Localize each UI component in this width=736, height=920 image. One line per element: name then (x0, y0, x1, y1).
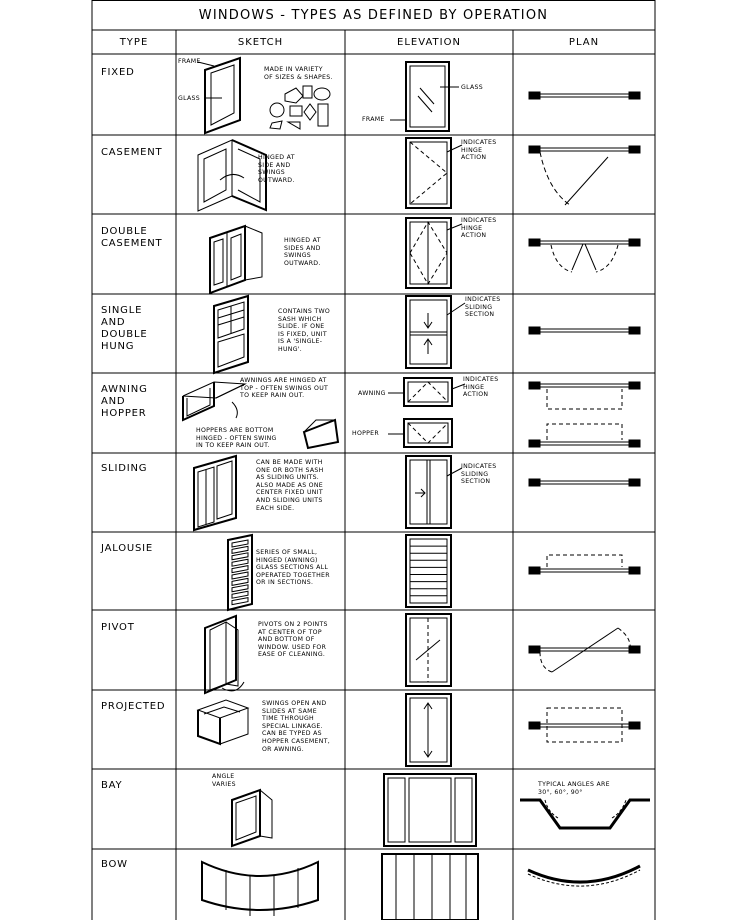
row-label-sliding: SLIDING (101, 463, 148, 474)
sketch-pivot (205, 616, 244, 693)
jalousie-louver (232, 585, 248, 592)
row-label-double-casement: DOUBLE CASEMENT (101, 226, 163, 249)
row-label-awning-hopper: AWNING AND HOPPER (101, 384, 148, 419)
plan-double-hung (529, 327, 640, 334)
sketch-tag-glass: GLASS (178, 95, 200, 102)
sketch-sliding (194, 456, 236, 530)
elev-note-double-casement: INDICATES HINGE ACTION (461, 217, 497, 240)
sketch-tag-frame: FRAME (178, 58, 201, 65)
sketch-projected (198, 700, 248, 744)
note-sliding: CAN BE MADE WITH ONE OR BOTH SASH AS SLIDING UNITS. ALSO MADE AS ONE CENTER FIXED UNIT AND SLIDING UNITS EACH SIDE. (256, 459, 324, 512)
row-label-projected: PROJECTED (101, 701, 166, 712)
chart-title: WINDOWS - TYPES AS DEFINED BY OPERATION (198, 7, 549, 23)
note-hopper: HOPPERS ARE BOTTOM HINGED - OFTEN SWING IN TO KEEP RAIN OUT. (196, 427, 277, 450)
jalousie-louver (232, 559, 248, 566)
elev-tag-hopper: HOPPER (352, 430, 379, 437)
elevation-sliding (406, 456, 462, 528)
elevation-casement (406, 138, 462, 208)
plan-awning-hopper (529, 382, 640, 447)
elev-note-sliding: INDICATES SLIDING SECTION (461, 463, 497, 486)
sketch-bow (202, 862, 318, 916)
note-fixed: MADE IN VARIETY OF SIZES & SHAPES. (264, 66, 333, 81)
plan-sliding (529, 479, 640, 486)
sketch-bay (232, 790, 272, 846)
jalousie-louver (232, 572, 248, 579)
note-double-hung: CONTAINS TWO SASH WHICH SLIDE. IF ONE IS FIXED, UNIT IS A 'SINGLE- HUNG'. (278, 308, 331, 353)
column-header-elevation: ELEVATION (397, 37, 461, 48)
column-header-sketch: SKETCH (237, 37, 284, 48)
jalousie-louver (232, 553, 248, 560)
elevation-projected (406, 694, 451, 766)
jalousie-louver (232, 591, 248, 598)
elevation-pivot (406, 614, 451, 686)
note-double-casement: HINGED AT SIDES AND SWINGS OUTWARD. (284, 237, 321, 267)
jalousie-louver (232, 540, 248, 547)
row-label-double-hung: SINGLE AND DOUBLE HUNG (101, 305, 148, 352)
plan-projected (529, 708, 640, 742)
jalousie-louver (232, 566, 248, 573)
elev-note-awning: INDICATES HINGE ACTION (463, 376, 499, 399)
row-label-fixed: FIXED (101, 67, 135, 78)
elev-note-casement: INDICATES HINGE ACTION (461, 139, 497, 162)
row-label-casement: CASEMENT (101, 147, 163, 158)
sketch-jalousie (228, 535, 252, 610)
jalousie-louver (232, 578, 248, 585)
elevation-awning-hopper (388, 378, 465, 447)
elevation-bow (382, 854, 478, 920)
note-projected: SWINGS OPEN AND SLIDES AT SAME TIME THROUGH SPECIAL LINKAGE. CAN BE TYPED AS HOPPER CASEMENT, OR AWNING. (262, 700, 330, 753)
plan-casement (529, 146, 640, 205)
column-header-plan: PLAN (568, 37, 600, 48)
plan-bay (520, 800, 650, 828)
elevation-bay (384, 774, 476, 846)
elev-tag-glass: GLASS (461, 84, 483, 91)
note-pivot: PIVOTS ON 2 POINTS AT CENTER OF TOP AND BOTTOM OF WINDOW. USED FOR EASE OF CLEANING. (258, 621, 328, 659)
elevation-fixed (390, 62, 459, 131)
row-label-jalousie: JALOUSIE (101, 543, 154, 554)
plan-pivot (529, 628, 640, 672)
row-label-pivot: PIVOT (101, 622, 135, 633)
elevation-double-casement (406, 218, 462, 288)
plan-fixed (529, 92, 640, 99)
jalousie-louver (232, 546, 248, 553)
sketch-double-hung (214, 296, 248, 373)
jalousie-louver (232, 598, 248, 605)
elev-tag-awning: AWNING (358, 390, 386, 397)
elev-note-double-hung: INDICATES SLIDING SECTION (465, 296, 501, 319)
note-casement: HINGED AT SIDE AND SWINGS OUTWARD. (258, 154, 295, 184)
note-awning: AWNINGS ARE HINGED AT TOP - OFTEN SWINGS OUT TO KEEP RAIN OUT. (240, 377, 329, 400)
column-header-type: TYPE (119, 37, 149, 48)
elevation-jalousie (406, 535, 451, 607)
row-label-bay: BAY (101, 780, 123, 791)
elev-tag-frame: FRAME (362, 116, 385, 123)
elevation-double-hung (406, 296, 465, 368)
plan-jalousie (529, 555, 640, 574)
plan-note-bay: TYPICAL ANGLES ARE 30°, 60°, 90° (538, 781, 610, 796)
note-jalousie: SERIES OF SMALL, HINGED (AWNING) GLASS SECTIONS ALL OPERATED TOGETHER OR IN SECTIONS. (256, 549, 330, 587)
sketch-tag-angle-varies: ANGLE VARIES (212, 773, 236, 788)
row-label-bow: BOW (101, 859, 128, 870)
sketch-casement (198, 140, 266, 211)
plan-bow (528, 866, 640, 886)
plan-double-casement (529, 239, 640, 272)
sketch-double-casement (210, 226, 262, 293)
